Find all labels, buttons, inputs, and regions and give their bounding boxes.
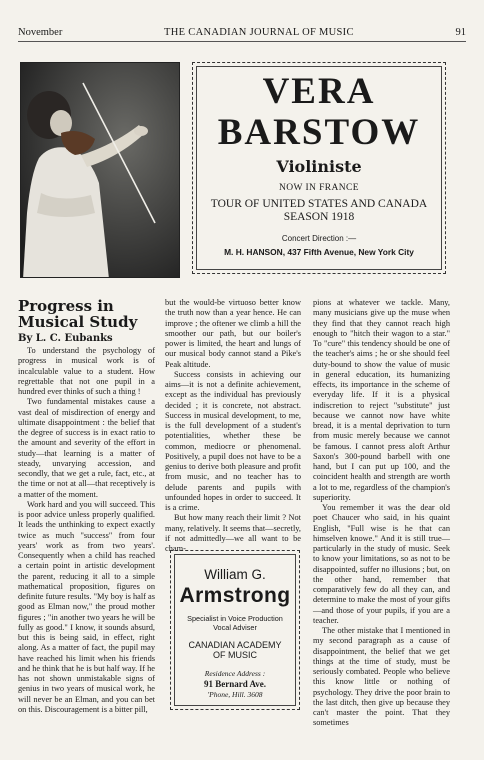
armstrong-advertisement: [170, 550, 300, 710]
ad-tour-line1: TOUR OF UNITED STATES AND CANADA: [210, 198, 428, 210]
article-title: [18, 298, 148, 330]
paragraph: You remember it was the dear old poet Chaucer who said, in his quaint English, "Full wise is he that can himselven knowe." And it is still true—particularly in the study of music. Seek to know your limitations, so as not to be disappointed, suffer no illusions ; but, on the other hand, remember that comparatively few do all they can, and determine to make the most of your gifts—and those of your pupils, if you are a teacher.: [313, 503, 450, 625]
article-column-2: [165, 298, 301, 554]
armstrong-specialty-line2: Vocal Adviser: [213, 622, 257, 632]
vera-barstow-advertisement: [192, 62, 446, 274]
article-title-line2: Musical Study: [18, 313, 138, 331]
armstrong-academy-line2: OF MUSIC: [213, 650, 257, 660]
article-title-line1: Progress in: [18, 297, 114, 315]
ad-profession: Violiniste: [276, 157, 362, 176]
paragraph: Success consists in achieving our aims—it is not a definite achievement, except as the individual has previously decided ; it is concrete, not abstract. Success in musical development, to me, is the full development of a student's potentialities, whether these be common, mediocre or phenomenal. Positively, a pupil does not have to be a genius to derive both pleasure and profit from music, and no teacher has to delude parents and pupils with unfounded hopes in order to succeed. It is a crime.: [165, 369, 301, 512]
paragraph: Two fundamental mistakes cause a vast deal of misdirection of energy and ultimate disappointment : the belief that the degree of success is in exact ratio to the amount and severity of the effort in study—that learning is a matter of steady, unvarying accession, and secondly, that we get a rule, fact, etc., at the time or not at all—that receptively is a matter of the moment.: [18, 397, 155, 499]
ad-name-last: BARSTOW: [217, 112, 421, 153]
paragraph: pions at whatever we tackle. Many, many musicians give up the muse when they find that they cannot reach high enough to "hitch their wagon to a star." To "cure" this tendency should be one of the teacher's aims ; he or she should feel duty-bound to show the value of music in general education, its humanizing effects, its importance in the scheme of everyday life. If it is a physical indiscretion to reject "substitute" just because we cannot now have white bread, it is a mental deprivation to turn from music merely because we cannot be famous. I cannot press aloft Arthur Saxon's 300-pound barbell with one hand, but I can put up 100, and the coincident health and strength are worth a lot to me, regardless of the champion's superiority.: [313, 298, 450, 502]
armstrong-last-name: Armstrong: [179, 584, 291, 607]
ad-name-first: VERA: [262, 71, 376, 112]
header-month: November: [18, 27, 63, 38]
armstrong-specialty-line1: Specialist in Voice Production: [187, 614, 283, 623]
paragraph: But how many reach their limit ? Not many, relatively. It seems that—secretly, if not admittedly—we all want to be cham-: [165, 513, 301, 553]
armstrong-residence-label: Residence Address :: [204, 669, 266, 678]
ad-direction-label: Concert Direction :—: [281, 234, 357, 243]
paragraph: To understand the psychology of progress in musical work is of incalculable value to a student. How regrettable that not one pupil in a hundred ever thinks of such a thing !: [18, 346, 155, 396]
running-header: [18, 27, 466, 41]
armstrong-specialty: [175, 615, 295, 632]
ad-now-in-france: NOW IN FRANCE: [279, 183, 359, 193]
armstrong-address: 91 Bernard Ave.: [203, 679, 267, 689]
violinist-photo-illustration: [21, 63, 180, 278]
ad-tour-line2: SEASON 1918: [283, 211, 355, 223]
page-number: 91: [455, 27, 466, 38]
paragraph: Work hard and you will succeed. This is poor advice unless properly qualified. It leads the unthinking to expect exactly twice as much "success" from four years' work as from two years'. Consequently when a child has reached a certain point in artistic development the parent, reducing it all to a simple mathematical proposition, figures on definite future results. "My boy is half as good as Elman now," the proud mother figures ; "in another two years he will be fully as good." I know, it sounds absurd, but this is being said, in effect, right along. As a matter of fact, the pupil may have reached his limit when his friends and he think that he is but half way. If he has not shown unmistakable signs of genius in two years of musical work, he will never be an Elman, and you can bet on this. Discouragement is a bitter pill,: [18, 499, 155, 714]
armstrong-phone: 'Phone, Hill. 3608: [207, 690, 263, 699]
journal-title: THE CANADIAN JOURNAL OF MUSIC: [164, 27, 354, 38]
violinist-photo: [20, 62, 180, 278]
armstrong-first-name: William G.: [204, 567, 266, 582]
article-column-3: [313, 298, 450, 729]
paragraph: but the would-be virtuoso better know the truth now than a year hence. He can improve ; the oftener we climb a hill the smoother our path, but our boiler's power is limited, the heart and lungs of our musical body cannot stand a Pike's Peak altitude.: [165, 298, 301, 369]
armstrong-academy-line1: CANADIAN ACADEMY: [188, 640, 282, 650]
header-rule: [18, 41, 466, 42]
armstrong-academy: [175, 640, 295, 660]
ad-tour: [197, 198, 441, 224]
paragraph: The other mistake that I mentioned in my second paragraph as a cause of disappointment, the belief that we get things at the time of study, must be seriously combated. People who believe this know little or nothing of psychology. They drive the poor brain to the last ditch, then give up because they can't master the point. That they sometimes: [313, 626, 450, 728]
article-column-1: [18, 346, 155, 715]
ad-direction: M. H. HANSON, 437 Fifth Avenue, New York City: [224, 247, 414, 257]
article-byline: By L. C. Eubanks: [18, 333, 113, 344]
